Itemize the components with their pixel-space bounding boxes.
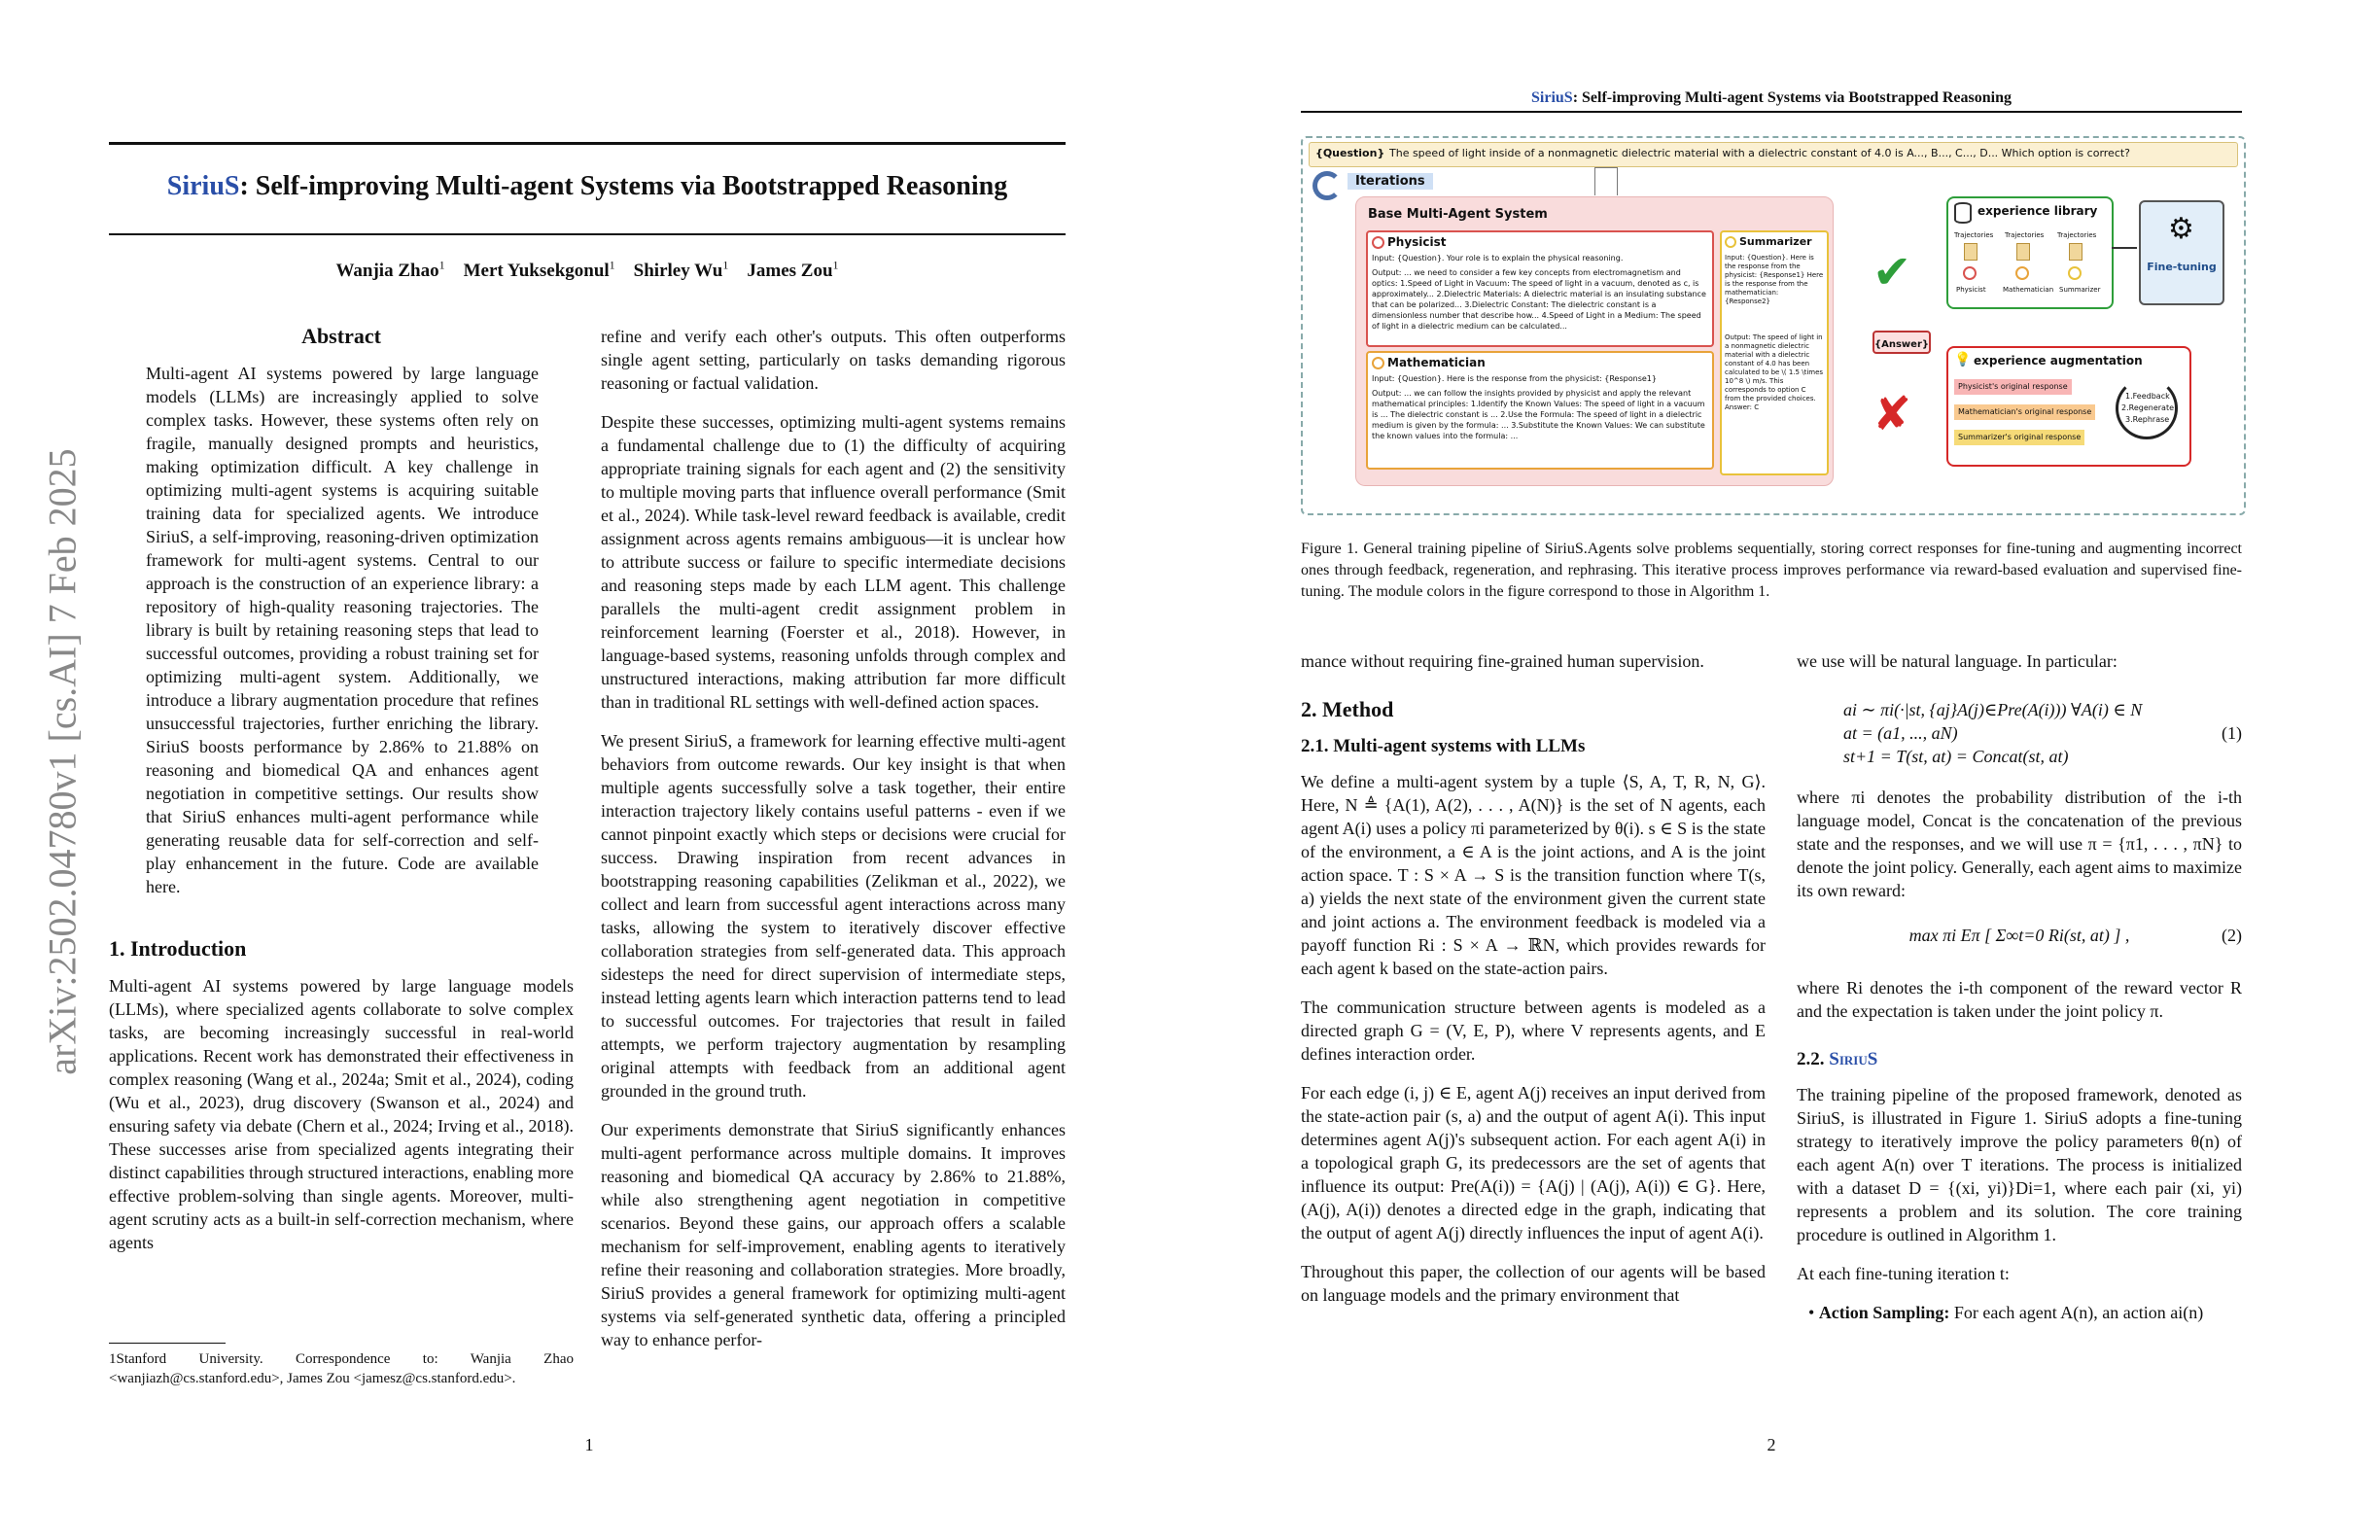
aug-item-summarizer: Summarizer's original response <box>1954 430 2084 445</box>
aug-item-mathematician: Mathematician's original response <box>1954 404 2095 420</box>
p21d: Throughout this paper, the collection of our agents will be based on language models and the primary environment that <box>1301 1262 1766 1305</box>
agent-label: Physicist <box>1956 286 1986 294</box>
aug-item-physicist: Physicist's original response <box>1954 379 2072 395</box>
trajectories-label: Trajectories <box>2057 231 2097 239</box>
method-heading: 2. Method <box>1301 697 1394 721</box>
bullet-action-sampling: • Action Sampling: For each agent A(n), an action ai(n) <box>1808 1303 2204 1322</box>
eq2-body: max πi Eπ [ Σ∞t=0 Ri(st, at) ] , <box>1908 926 2130 945</box>
arrow-to-finetuning <box>2112 247 2137 249</box>
p1-right-p4: Our experiments demonstrate that SiriuS significantly enhances multi-agent performance across multiple domains. It improves reasoning and biomedical QA accuracy by 2.86% to 21.88%, while also strengthening agent negotiation in competitive scenarios. Beyond these gains, our approach offers a scalable mechanism for self-improvement, enabling agents to iteratively refine their reasoning and collaboration strategies. More broadly, SiriuS provides a general framework for optimizing multi-agent systems via self-generated synthetic data, offering a principled way to enhance perfor- <box>601 1120 1066 1349</box>
p21a: We define a multi-agent system by a tuple ⟨S, A, T, R, N, G⟩. Here, N ≜ {A(1), A(2), . . . , A(N)} is the set of N agents, each agent A(i) uses a policy πi parameterized by θ(i). s ∈ S is the state of the environment, a ∈ A is the joint actions, and A is the joint action space. T : S × A → S is the transition function where T(s, a) yields the next state of the environment given the current state and joint actions a. The environment feedback is modeled via a payoff function Ri : S × A → ℝN, which provides rewards for each agent k based on the state-action pairs. <box>1301 772 1766 978</box>
answer-box <box>1872 331 1931 354</box>
figure-caption-text: Figure 1. General training pipeline of SiriuS.Agents solve problems sequentially, storing correct responses for fine-tuning and augmenting incorrect ones through feedback, regeneration, and rephrasing. This iterative process improves performance via reward-based evaluation and supervised fine-tuning. The module colors in the figure correspond to those in Algorithm 1. <box>1301 541 2242 600</box>
question-bar <box>1309 142 2238 167</box>
r-p1: where πi denotes the probability distribution of the i-th language model, Concat is the concatenation of the previous state and the responses, and we will use π = {π1, . . . , πN} to denote the joint policy. Generally, each agent aims to maximize its own reward: <box>1797 788 2242 900</box>
eq1-line: ai ∼ πi(·|st, {aj}A(j)∈Pre(A(i))) ∀A(i) ∈ N <box>1843 700 2143 719</box>
math-output: Output: ... we can follow the insights provided by physicist and apply the relevant mathematical principles: 1.Identify the Known Values: The speed of light in a vacuum is ... The dielectric constant is ... 2.Use the Formula: The speed of light in a dielectric medium is given by the formula: ... 3.Substitute the Known Values: We can substitute the known values into the formula: ... <box>1372 389 1705 440</box>
p1-right-p1: refine and verify each other's outputs. This often outperforms single agent setting, particularly on tasks demanding rigorous reasoning or factual validation. <box>601 327 1066 393</box>
summarizer-title: Summarizer <box>1739 235 1812 248</box>
summ-input: Input: {Question}. Here is the response from the physicist: {Response1} Here is the response from the mathematician: {Response2} <box>1725 254 1824 305</box>
finetuning-box <box>2139 200 2224 305</box>
title-rule-bottom <box>109 233 1066 235</box>
p21b: The communication structure between agents is modeled as a directed graph G = (V, E, P), where V represents agents, and E defines interaction order. <box>1301 998 1766 1064</box>
title-sirius: SiriuS <box>166 171 240 201</box>
trajectories-label: Trajectories <box>2005 231 2045 239</box>
answer-label: {Answer} <box>1874 339 1930 350</box>
r-p4: At each fine-tuning iteration t: <box>1797 1264 2010 1283</box>
sub22-number: 2.2. <box>1797 1049 1825 1069</box>
experience-augmentation-title: experience augmentation <box>1974 354 2143 368</box>
experience-library-title: experience library <box>1978 204 2098 218</box>
mathematician-card <box>1366 351 1714 470</box>
footnote-rule <box>109 1343 226 1344</box>
aug-step: 1.Feedback <box>2125 392 2170 401</box>
document-icon <box>2069 243 2082 261</box>
p1-right-p2: Despite these successes, optimizing multi-agent systems remains a fundamental challenge due to (1) the difficulty of acquiring appropriate training signals for each agent and (2) the sensitivity to multiple moving parts that influence overall performance (Smit et al., 2024). While task-level reward feedback is available, credit assignment across agents remains ambiguous—it is unclear how to attribute success or failure to specific intermediate decisions and reasoning steps made by each LLM agent. This challenge parallels the multi-agent credit assignment problem in reinforcement learning (Foerster et al., 2018). However, in language-based systems, reasoning unfolds through complex and unstructured interactions, making attribution far more difficult than in traditional RL settings with well-defined action spaces. <box>601 412 1066 712</box>
author-list <box>109 259 1066 282</box>
r-intro: we use will be natural language. In particular: <box>1797 651 2118 671</box>
author: Mert Yuksekgonul$^1$ <box>463 259 615 282</box>
figure-1 <box>1301 136 2246 515</box>
arxiv-stamp-text: arXiv:2502.04780v1 [cs.AI] 7 Feb 2025 <box>40 448 85 1075</box>
arxiv-stamp <box>33 369 91 1147</box>
equation-1 <box>1797 698 2242 768</box>
question-label: {Question} <box>1315 147 1385 159</box>
eq1-line: st+1 = T(st, at) = Concat(st, at) <box>1843 747 2069 766</box>
agent-label: Summarizer <box>2059 286 2101 294</box>
p2-left-column <box>1301 649 1766 1322</box>
header-rest: : Self-improving Multi-agent Systems via Bootstrapped Reasoning <box>1572 89 2012 106</box>
physicist-icon <box>1372 236 1384 249</box>
page-number-2: 2 <box>1767 1435 1776 1454</box>
author: Shirley Wu$^1$ <box>633 259 729 282</box>
summ-output: Output: The speed of light in a nonmagnetic dielectric material with a dielectric constant of 4.0 has been calculated to be \( 1.5 \times 10^8 \) m/s. This corresponds to option C from the provided choices. Answer: C <box>1725 333 1824 411</box>
question-text: The speed of light inside of a nonmagnetic dielectric material with a dielectric constant of 4.0 is A..., B..., C..., D... Which option is correct? <box>1389 147 2131 159</box>
bullet-label: Action Sampling: <box>1818 1303 1950 1322</box>
mathematician-title: Mathematician <box>1387 356 1486 369</box>
r-p2: where Ri denotes the i-th component of the reward vector R and the expectation is taken under the joint policy π. <box>1797 978 2242 1021</box>
document-icon <box>2016 243 2030 261</box>
math-input: Input: {Question}. Here is the response from the physicist: {Response1} <box>1372 374 1657 383</box>
down-arrow <box>1594 167 1618 195</box>
p21c: For each edge (i, j) ∈ E, agent A(j) receives an input derived from the state-action pair (s, a) and the output of agent A(i). This input determines agent A(j)'s subsequent action. For each agent A(i) in a topological graph G, its predecessors are the set of agents that influence its output: Pre(A(i)) = {A(j) | (A(j), A(i)) ∈ G}. Here, (A(j), A(i)) denotes a directed edge in the graph, indicating that the output of agent A(j) directly influences the input of agent A(i). <box>1301 1083 1766 1242</box>
p1-right-column <box>601 325 1066 1367</box>
page-title <box>109 171 1066 202</box>
running-header <box>1301 89 2242 107</box>
p1-left-column <box>109 325 574 1270</box>
base-system-title: Base Multi-Agent System <box>1368 207 1548 222</box>
intro-text: Multi-agent AI systems powered by large language models (LLMs), where specialized agents collaborate to solve complex tasks, are becoming increasingly successful in real-world applications. Recent work has demonstrated their effectiveness in complex reasoning (Wang et al., 2024a; Smit et al., 2024), coding (Wu et al., 2023), drug discovery (Swanson et al., 2024) and ensuring safety via debate (Chern et al., 2024; Irving et al., 2018). These successes arise from specialized agents integrating their distinct capabilities through structured interactions, enabling more effective problem-solving than single agents. Moreover, multi-agent scrutiny acts as a built-in self-correction mechanism, where agents <box>109 976 574 1252</box>
aug-step: 2.Regenerate <box>2121 403 2174 412</box>
aug-step: 3.Rephrase <box>2125 415 2170 424</box>
sub22-heading <box>1797 1048 2242 1071</box>
author: Wanjia Zhao$^1$ <box>335 259 445 282</box>
document-icon <box>1964 243 1978 261</box>
cross-icon: ✘ <box>1872 387 1912 441</box>
equation-2 <box>1797 924 2242 947</box>
physicist-card <box>1366 230 1714 347</box>
r-p3: The training pipeline of the proposed framework, denoted as SiriuS, is illustrated in Figure 1. SiriuS adopts a fine-tuning strategy to iteratively improve the policy parameters θ(n) of each agent A(n) over T iterations. The process is initialized with a dataset D = {(xi, yi)}Di=1, where each pair (xi, yi) represents a problem and its solution. The core training procedure is outlined in Algorithm 1. <box>1797 1085 2242 1244</box>
author: James Zou$^1$ <box>747 259 839 282</box>
iterations-label: Iterations <box>1348 173 1433 190</box>
eq1-number: (1) <box>2222 723 2242 743</box>
physicist-output: Output: ... we need to consider a few key concepts from electromagnetism and optics: 1.Speed of Light in Vacuum: The speed of light in a vacuum, denoted as c, is approximately... 2.Dielectric Materials: A dielectric material is an insulating substance that can be polarized... 3.Dielectric Constant: The dielectric constant is a dimensionless number that describe how... 4.Speed of Light in a Medium: The speed of light in a dielectric medium can be calculated... <box>1372 268 1706 331</box>
physicist-title: Physicist <box>1387 235 1447 249</box>
eq1-line: at = (a1, ..., aN) <box>1843 723 1958 743</box>
gear-icon: ⚙ <box>2168 212 2194 246</box>
header-sirius: SiriuS <box>1531 89 1573 106</box>
abstract-heading: Abstract <box>301 324 381 348</box>
agent-label: Mathematician <box>2003 286 2054 294</box>
title-rest: : Self-improving Multi-agent Systems via Bootstrapped Reasoning <box>239 171 1008 201</box>
figure-caption <box>1301 539 2242 603</box>
experience-library <box>1946 196 2114 309</box>
base-system-panel <box>1355 196 1834 486</box>
footnote: 1Stanford University. Correspondence to: Wanjia Zhao <wanjiazh@cs.stanford.edu>, James Zou <jamesz@cs.stanford.edu>. <box>109 1351 574 1386</box>
finetuning-label: Fine-tuning <box>2147 261 2217 273</box>
title-rule-top <box>109 142 1066 145</box>
page-number-1: 1 <box>584 1435 594 1454</box>
p1-right-p3: We present SiriuS, a framework for learning effective multi-agent behaviors from outcome rewards. Our key insight is that when multiple agents successfully solve a task together, their entire interaction trajectory likely contains useful patterns - even if we cannot pinpoint exactly which steps or decisions were crucial for success. Drawing inspiration from recent advances in bootstrapping reasoning capabilities (Zelikman et al., 2022), we collect and learn from successful agent interactions across many tasks, allowing the system to iteratively discover effective collaboration strategies from self-generated data. This approach sidesteps the need for direct supervision of intermediate steps, instead letting agents learn which interaction patterns tend to lead to successful outcomes. For trajectories that result in failed attempts, we perform trajectory augmentation by resampling original attempts with feedback from an additional agent grounded in the ground truth. <box>601 731 1066 1101</box>
summarizer-icon <box>2068 266 2082 280</box>
sub22-name: SiriuS <box>1829 1049 1878 1069</box>
intro-heading: 1. Introduction <box>109 936 247 961</box>
mathematician-icon <box>1372 357 1384 369</box>
eq2-number: (2) <box>2222 926 2242 945</box>
trajectories-label: Trajectories <box>1954 231 1994 239</box>
p2-right-column <box>1797 649 2242 1340</box>
summarizer-icon <box>1725 236 1736 248</box>
summarizer-card <box>1720 230 1829 475</box>
bullet-text: For each agent A(n), an action ai(n) <box>1953 1303 2204 1322</box>
abstract-text: Multi-agent AI systems powered by large language models (LLMs) are increasingly applied to solve complex tasks. However, these systems often rely on fragile, manually designed prompts and heuristics, making optimization difficult. A key challenge in optimizing multi-agent systems is acquiring suitable training data for specialized agents. We introduce SiriuS, a self-improving, reasoning-driven optimization framework for multi-agent systems. Central to our approach is the construction of an experience library: a repository of high-quality reasoning trajectories. The library is built by retaining reasoning steps that lead to successful outcomes, providing a robust training set for optimizing multi-agent system. Additionally, we introduce a library augmentation procedure that refines unsuccessful trajectories, further enriching the library. SiriuS boosts performance by 2.86% to 21.88% on reasoning and biomedical QA and enhances agent negotiation in competitive settings. Our results show that SiriuS enhances multi-agent performance while generating reusable data for self-correction and self-play enhancement in the future. Code are available here. <box>146 364 539 896</box>
physicist-input: Input: {Question}. Your role is to explain the physical reasoning. <box>1372 254 1624 262</box>
sub21-heading: 2.1. Multi-agent systems with LLMs <box>1301 736 1586 756</box>
bulb-icon: 💡 <box>1954 352 1972 368</box>
check-icon: ✔ <box>1872 245 1912 299</box>
header-rule <box>1301 111 2242 113</box>
experience-augmentation <box>1946 346 2191 467</box>
database-icon <box>1954 202 1972 224</box>
mathematician-icon <box>2015 266 2029 280</box>
p2-left-cont: mance without requiring fine-grained human supervision. <box>1301 651 1704 671</box>
physicist-icon <box>1963 266 1977 280</box>
iterations-icon <box>1312 171 1342 200</box>
